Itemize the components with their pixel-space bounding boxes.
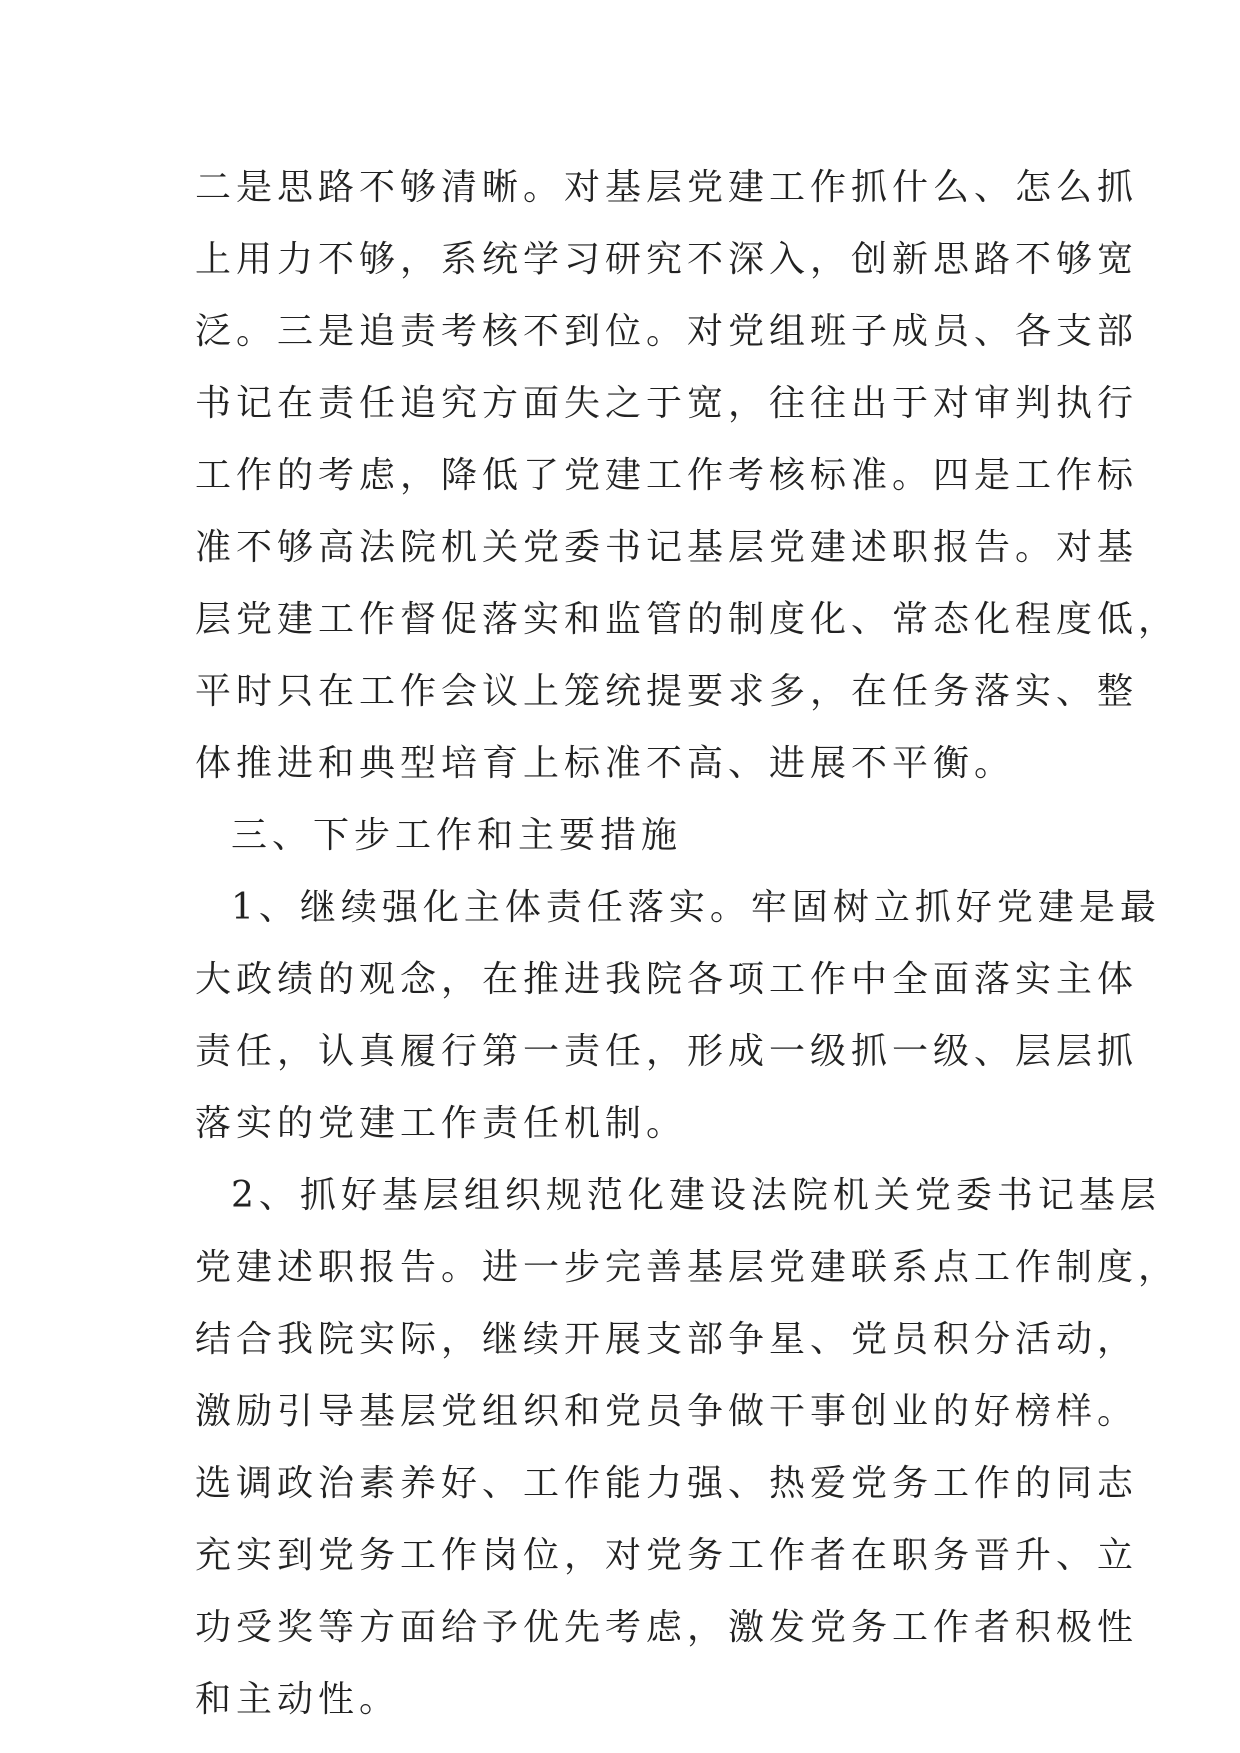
text-line: 1、继续强化主体责任落实。牢固树立抓好党建是最 [231,887,1161,928]
text-line: 层党建工作督促落实和监管的制度化、常态化程度低， [195,599,1180,640]
text-line: 泛。三是追责考核不到位。对党组班子成员、各支部 [195,311,1139,352]
section-heading: 三、下步工作和主要措施 [231,815,683,856]
text-line: 体推进和典型培育上标准不高、进展不平衡。 [195,743,1016,784]
text-line: 大政绩的观念，在推进我院各项工作中全面落实主体 [195,959,1139,1000]
text-line: 2、抓好基层组织规范化建设法院机关党委书记基层 [231,1175,1161,1216]
text-line: 落实的党建工作责任机制。 [195,1103,688,1144]
text-line: 上用力不够，系统学习研究不深入，创新思路不够宽 [195,239,1139,280]
text-line: 平时只在工作会议上笼统提要求多，在任务落实、整 [195,671,1139,712]
text-line: 选调政治素养好、工作能力强、热爱党务工作的同志 [195,1463,1139,1504]
text-line: 责任，认真履行第一责任，形成一级抓一级、层层抓 [195,1031,1139,1072]
text-line: 和主动性。 [195,1679,401,1720]
text-line: 书记在责任追究方面失之于宽，往往出于对审判执行 [195,383,1139,424]
text-line: 党建述职报告。进一步完善基层党建联系点工作制度， [195,1247,1180,1288]
text-line: 二是思路不够清晰。对基层党建工作抓什么、怎么抓 [195,167,1139,208]
text-line: 充实到党务工作岗位，对党务工作者在职务晋升、立 [195,1535,1139,1576]
text-line: 结合我院实际，继续开展支部争星、党员积分活动， [195,1319,1139,1360]
text-line: 工作的考虑，降低了党建工作考核标准。四是工作标 [195,455,1139,496]
text-line: 激励引导基层党组织和党员争做干事创业的好榜样。 [195,1391,1139,1432]
document-body [195,152,1180,1736]
text-line: 准不够高法院机关党委书记基层党建述职报告。对基 [195,527,1139,568]
text-line: 功受奖等方面给予优先考虑，激发党务工作者积极性 [195,1607,1139,1648]
